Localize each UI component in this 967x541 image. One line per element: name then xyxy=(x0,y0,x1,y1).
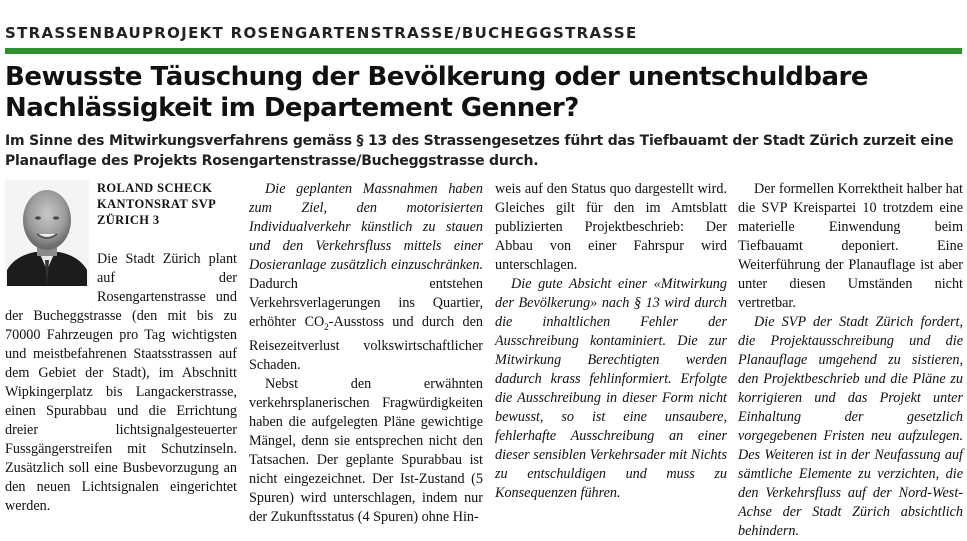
author-role: KANTONSRAT SVP xyxy=(97,197,217,211)
italic-text: Die gute Absicht einer «Mitwirkung der Bevölkerung» nach § 13 wird durch die inhaltlichen Fehler der Ausschreibung kontaminiert. Die zur Mitwirkung Berechtigten werden dadurch krass fehlinformiert. Erfolgte die Ausschreibung in dieser Form nicht bewusst, so ist eine unsaubere, fehlerhafte Ausschreibung an einer dieser sensiblen Verkehrsader mit Nichts zu entschuldigen und muss zu Konsequenzen führen. xyxy=(495,276,727,501)
paragraph: Nebst den erwähnten verkehrsplanerischen Fragwürdigkeiten haben die aufgelegten Pläne gewichtige Mängel, denn sie entsprechen nicht den Tatsachen. Der geplante Spurabbau ist nicht eingezeichnet. Der Ist-Zustand (5 Spuren) wird unterschlagen, indem nur der Zukunftsstatus (4 Spuren) ohne Hin- xyxy=(249,375,483,525)
paragraph: Die Stadt Zürich plant auf der Rosengartenstrasse und der Bucheggstrasse (den mit bis zu 70000 Fahrzeugen pro Tag wichtigsten und meistbefahrenen Staatsstrassen auf dem Gebiet der Stadt), im Abschnitt Wipkingerplatz bis Langackerstrasse, einen Spurabbau und die Errichtung dreier lichtsignalgesteuerter Fussgängerstreifen mit Schutzinseln. Zusätzlich soll eine Busbevorzugung an den neuen Lichtsignalen eingerichtet werden. xyxy=(5,251,237,514)
column-4 xyxy=(738,180,963,541)
subscript: 2 xyxy=(324,321,329,332)
author-name: ROLAND SCHECK xyxy=(97,181,213,195)
column-1 xyxy=(5,180,237,516)
green-rule xyxy=(5,48,962,54)
italic-text: Die geplanten Massnahmen haben zum Ziel, den motorisierten Individualverkehr künstlich zu stauen und den Verkehrsfluss mittels einer Dosieranlage zusätzlich einzuschränken. xyxy=(249,181,483,273)
article-lead: Im Sinne des Mitwirkungsverfahrens gemäss § 13 des Strassengesetzes führt das Tiefbauamt der Stadt Zürich zurzeit eine Planauflage des Projekts Rosengartenstrasse/Bucheggstrasse durch. xyxy=(5,133,954,169)
paragraph: weis auf den Status quo dargestellt wird. Gleiches gilt für den im Amtsblatt publizierten Projektbeschrieb: Der Abbau von einer Fahrspur wird unterschlagen. xyxy=(495,181,727,273)
paragraph: Der formellen Korrektheit halber hat die SVP Kreispartei 10 trotzdem eine materielle Einwendung beim Tiefbauamt deponiert. Eine Weiterführung der Planauflage ist aber unter diesen Umständen nicht vertretbar. xyxy=(738,181,963,311)
text: -Ausstoss und durch den Reisezeitverlust volkswirtschaftlicher Schaden. xyxy=(249,314,483,373)
author-portrait-icon xyxy=(5,180,89,286)
column-3 xyxy=(495,180,727,503)
paragraph xyxy=(738,313,963,541)
article-headline: Bewusste Täuschung der Bevölkerung oder unentschuldbare Nachlässigkeit im Departement Genner? xyxy=(5,62,868,123)
author-photo xyxy=(5,180,89,286)
paragraph xyxy=(495,275,727,503)
paragraph xyxy=(249,180,483,375)
italic-text: Die SVP der Stadt Zürich fordert, die Projektausschreibung und die Planauflage umgehend zu sistieren, den Projektbeschrieb und die Pläne zu korrigieren und das Projekt unter Einhaltung der gesetzlich vorgegebenen Fristen neu aufzulegen. Des Weiteren ist in der Neufassung auf sämtliche Elemente zu verzichten, die den Verkehrsfluss auf der Nord-West-Achse der Stadt Zürich absichtlich behindern. xyxy=(738,314,963,539)
section-rubric: STRASSENBAUPROJEKT ROSENGARTENSTRASSE/BUCHEGGSTRASSE xyxy=(5,24,638,42)
column-2 xyxy=(249,180,483,527)
text: Dadurch entstehen Verkehrsverlagerungen ins Quartier, erhöhter CO xyxy=(249,276,483,330)
author-district: ZÜRICH 3 xyxy=(97,213,160,227)
